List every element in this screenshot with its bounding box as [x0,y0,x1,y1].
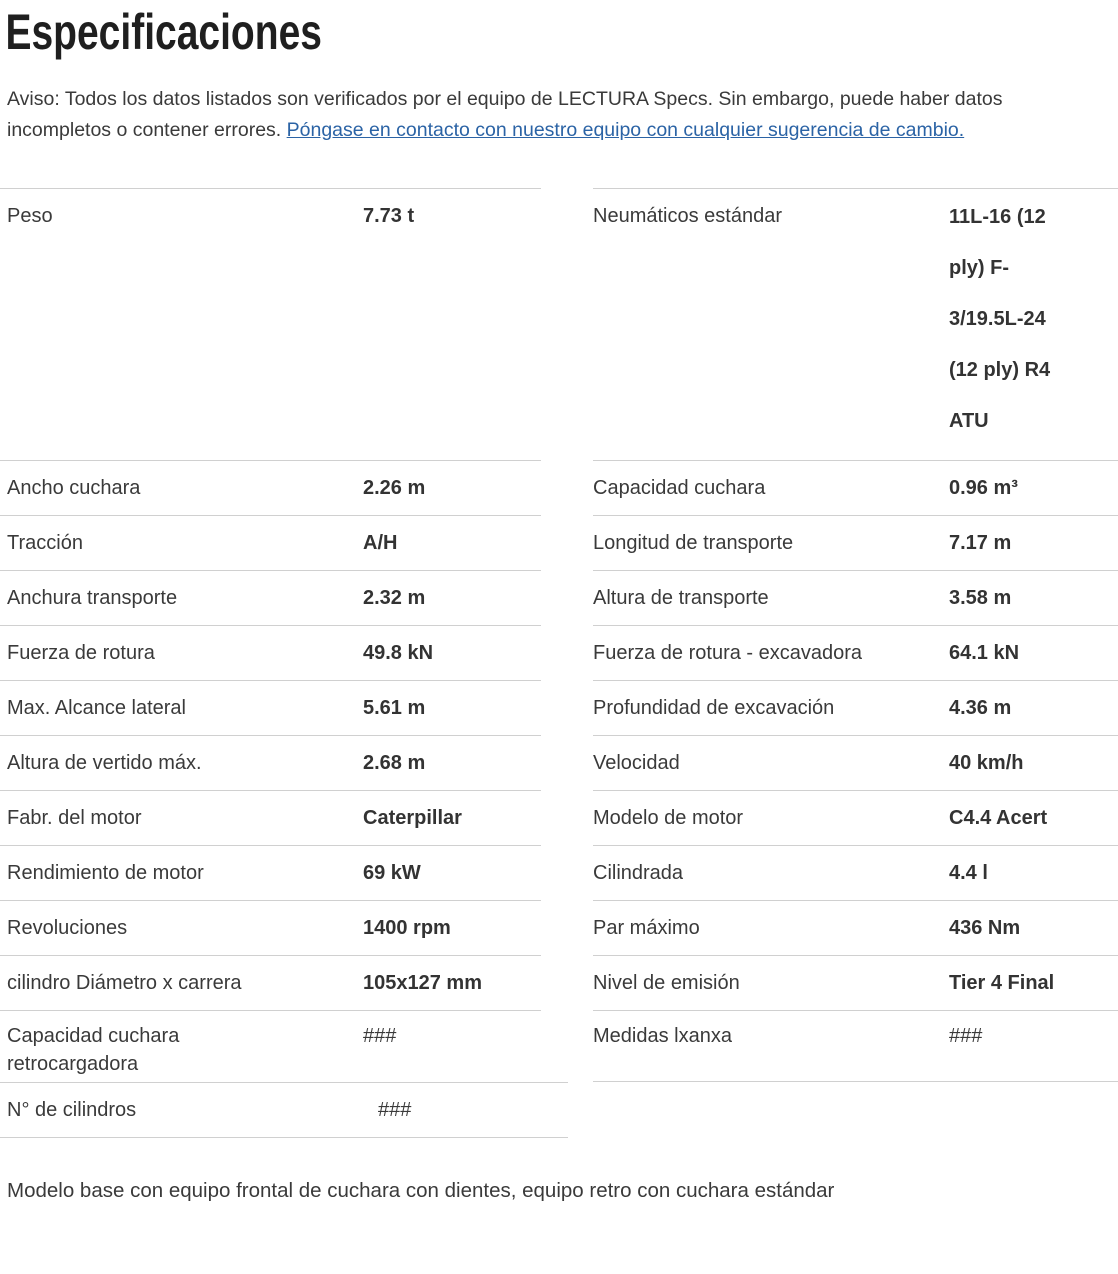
spec-value: 2.68 m [363,752,426,774]
model-footnote: Modelo base con equipo frontal de cuchara con dientes, equipo retro con cuchara estándar [7,1179,835,1202]
column-gap [541,790,593,845]
spec-label: N° de cilindros [7,1099,137,1121]
spec-cell-pair [620,1082,1118,1138]
column-gap [568,1082,620,1138]
spec-label: Max. Alcance lateral [7,697,186,719]
spec-cell-pair [0,845,541,900]
spec-label: Fuerza de rotura - excavadora [593,642,863,664]
spec-value: 40 km/h [949,752,1024,774]
spec-row [0,625,1118,680]
spec-value: ### [378,1099,412,1121]
spec-value: A/H [363,532,398,554]
spec-cell-pair [0,790,541,845]
spec-row [0,1010,1118,1082]
spec-value: 49.8 kN [363,642,434,664]
spec-label: Fuerza de rotura [7,642,155,664]
spec-value: 2.26 m [363,477,426,499]
spec-cell-pair [0,1010,541,1082]
spec-row [0,900,1118,955]
spec-cell-pair [593,188,1118,460]
spec-value: Caterpillar [363,807,462,829]
spec-value: Tier 4 Final [949,972,1055,994]
spec-label: Anchura transporte [7,587,178,609]
spec-label: Revoluciones [7,917,128,939]
spec-label: Nivel de emisión [593,972,740,994]
spec-cell-pair [0,735,541,790]
spec-label: Fabr. del motor [7,807,142,829]
spec-cell-pair [0,515,541,570]
spec-row [0,735,1118,790]
spec-cell-pair [0,625,541,680]
spec-cell-pair [593,460,1118,515]
spec-row [0,570,1118,625]
spec-label: Capacidad cuchara retrocargadora [7,1025,180,1075]
spec-row [0,1082,1118,1138]
spec-value: 0.96 m³ [949,477,1018,499]
spec-cell-pair [0,188,541,460]
column-gap [541,735,593,790]
spec-row [0,790,1118,845]
spec-cell-pair [593,680,1118,735]
spec-value: 2.32 m [363,587,426,609]
spec-cell-pair [0,955,541,1010]
column-gap [541,515,593,570]
spec-value: 64.1 kN [949,642,1020,664]
column-gap [541,680,593,735]
spec-value: 3.58 m [949,587,1012,609]
spec-value: 1400 rpm [363,917,451,939]
spec-value: 69 kW [363,862,421,884]
spec-value: ### [949,1025,983,1047]
spec-value: 11L-16 (12 ply) F-3/19.5L-24 (12 ply) R4 ATU [949,206,1051,432]
spec-cell-pair [0,570,541,625]
spec-value: 4.4 l [949,862,988,884]
column-gap [541,625,593,680]
spec-cell-pair [593,1010,1118,1082]
spec-row [0,680,1118,735]
spec-label: Rendimiento de motor [7,862,204,884]
spec-cell-pair [593,955,1118,1010]
spec-row [0,845,1118,900]
spec-label [620,1082,976,1138]
column-gap [541,845,593,900]
spec-cell-pair [593,735,1118,790]
spec-cell-pair [0,1082,568,1138]
spec-value: 436 Nm [949,917,1021,939]
spec-cell-pair [593,845,1118,900]
column-gap [541,1010,593,1082]
spec-row [0,955,1118,1010]
spec-value: 7.17 m [949,532,1012,554]
spec-label: Velocidad [593,752,680,774]
spec-cell-pair [593,515,1118,570]
spec-value: 4.36 m [949,697,1012,719]
page-title: Especificaciones [5,4,322,60]
spec-label: Par máximo [593,917,700,939]
spec-row [0,515,1118,570]
notice-text: Aviso: Todos los datos listados son verificados por el equipo de LECTURA Specs. Sin embargo, puede haber datos incompletos o contener errores. [7,88,1003,141]
spec-row [0,188,1118,460]
spec-label: cilindro Diámetro x carrera [7,972,242,994]
spec-value: 5.61 m [363,697,426,719]
spec-cell-pair [0,680,541,735]
column-gap [541,900,593,955]
spec-cell-pair [593,900,1118,955]
spec-label: Tracción [7,532,83,554]
spec-value: 7.73 t [363,205,415,227]
spec-label: Capacidad cuchara [593,477,766,499]
spec-value: C4.4 Acert [949,807,1048,829]
spec-label: Altura de transporte [593,587,769,609]
spec-label: Neumáticos estándar [593,205,782,227]
specs-table [0,188,1118,1138]
contact-link[interactable]: Póngase en contacto con nuestro equipo con cualquier sugerencia de cambio. [286,119,965,141]
spec-value: ### [363,1025,397,1047]
spec-cell-pair [0,460,541,515]
spec-label: Medidas lxanxa [593,1025,732,1047]
spec-label: Modelo de motor [593,807,744,829]
spec-row [0,460,1118,515]
spec-value: 105x127 mm [363,972,482,994]
notice-paragraph [7,84,1107,146]
spec-value [976,1082,1118,1138]
spec-cell-pair [593,790,1118,845]
column-gap [541,570,593,625]
spec-cell-pair [593,570,1118,625]
spec-cell-pair [0,900,541,955]
column-gap [541,460,593,515]
spec-label: Ancho cuchara [7,477,141,499]
spec-cell-pair [593,625,1118,680]
spec-label: Profundidad de excavación [593,697,835,719]
spec-label: Peso [7,205,53,227]
spec-label: Cilindrada [593,862,684,884]
column-gap [541,188,593,460]
spec-label: Altura de vertido máx. [7,752,202,774]
spec-label: Longitud de transporte [593,532,794,554]
column-gap [541,955,593,1010]
